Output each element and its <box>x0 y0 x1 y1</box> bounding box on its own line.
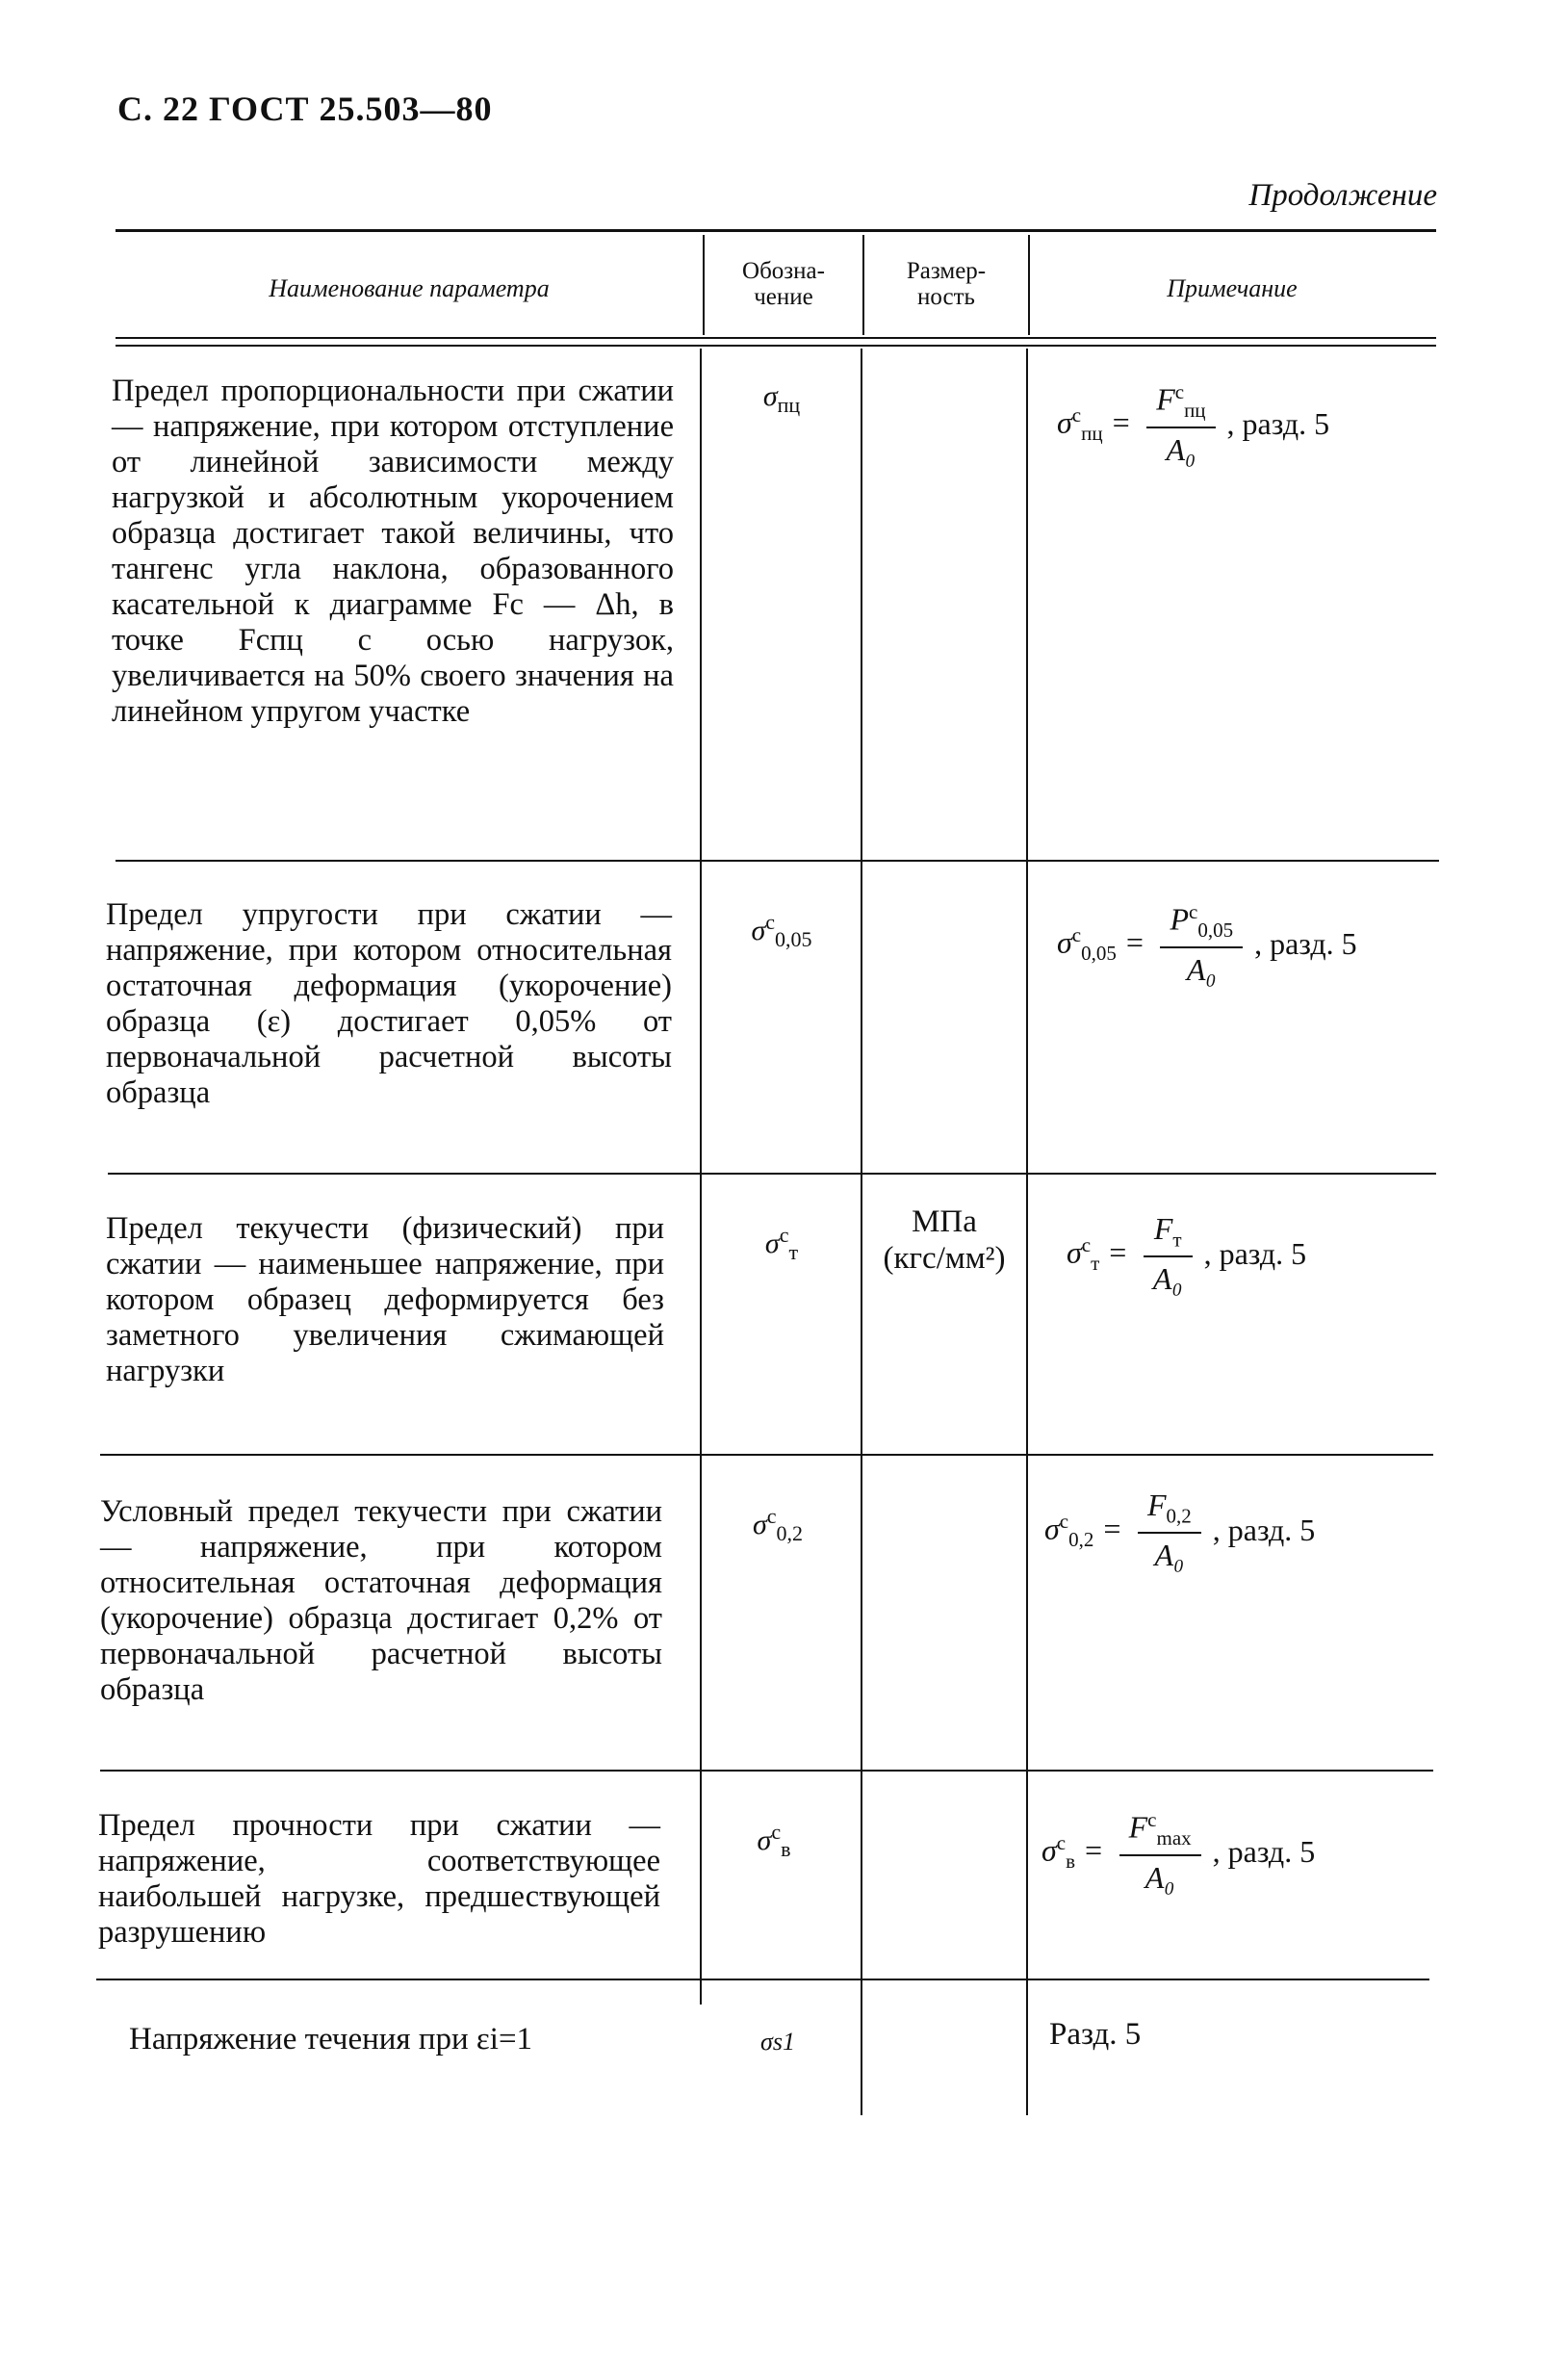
symbol-1: $\sigma_{пц}$ <box>762 380 801 417</box>
parameter-name-6: Напряжение течения при εi=1 <box>129 2022 533 2057</box>
column-header-name: Наименование параметра <box>269 274 550 302</box>
symbol-4: $\sigma^с_{0,2}$ <box>752 1504 804 1545</box>
column-header-note: Примечание <box>1167 274 1298 302</box>
page-header: С. 22 ГОСТ 25.503—80 <box>117 90 493 128</box>
formula-1: $\sigma^с_{пц}$ = $\frac{F^с_{пц}}{\text{A₀}}$ , разд. 5 <box>1057 380 1330 468</box>
body-divider-3 <box>1026 349 1028 2115</box>
formula-3: $\sigma^с_т$ = $\frac{F_т}{\text{A₀}}$ , разд. 5 <box>1067 1211 1307 1297</box>
row-separator <box>100 1770 1433 1772</box>
parameter-name-2: Предел упругости при сжатии — напряжение, при котором относительная остаточная деформация (укорочение) образца (ε) достигает 0,05% от первоначальной расчетной высоты образца <box>106 897 672 1110</box>
symbol-3: $\sigma^с_т$ <box>764 1223 799 1264</box>
column-header-symbol: Обозна- чение <box>742 258 825 310</box>
row-separator <box>100 1454 1433 1456</box>
row-separator <box>108 1173 1436 1175</box>
symbol-6: σs1 <box>760 2028 795 2056</box>
row-separator <box>96 1979 1429 1980</box>
continuation-label: Продолжение <box>1248 178 1437 213</box>
formula-5: $\sigma^с_в$ = $\frac{F^с_{max}}{\text{A₀}}$ , разд. 5 <box>1042 1808 1316 1896</box>
parameter-name-5: Предел прочности при сжатии — напряжение, соответствующее наибольшей нагрузке, предшествующей разрушению <box>98 1808 660 1950</box>
parameter-name-3: Предел текучести (физический) при сжатии — наименьшее напряжение, при котором образец деформируется без заметного увеличения сжимающей нагрузки <box>106 1211 664 1388</box>
parameter-name-4: Условный предел текучести при сжатии — напряжение, при котором относительная остаточная деформация (укорочение) образца достигает 0,2% от первоначальной расчетной высоты образца <box>100 1494 662 1707</box>
formula-4: $\sigma^с_{0,2}$ = $\frac{F_{0,2}}{\text{A₀}}$ , разд. 5 <box>1044 1488 1316 1573</box>
table-top-rule <box>116 229 1436 232</box>
unit-mpa: МПа (кгс/мм²) <box>883 1204 1006 1276</box>
symbol-2: $\sigma^с_{0,05}$ <box>751 910 812 951</box>
header-bottom-rule-2 <box>116 345 1436 347</box>
symbol-5: $\sigma^с_в$ <box>757 1820 791 1861</box>
parameter-name-1: Предел пропорциональности при сжатии — напряжение, при котором отступление от линейной зависимости между нагрузкой и абсолютным укорочением образца достигает такой величины, что тангенс угла наклона, образованного касательной к диаграмме Fс — Δh, в точке Fспц с осью нагрузок, увеличивается на 50% своего значения на линейном упругом участке <box>112 374 674 729</box>
row-separator <box>116 860 1439 862</box>
header-bottom-rule <box>116 337 1436 339</box>
body-divider-1 <box>700 349 702 2005</box>
formula-2: $\sigma^с_{0,05}$ = $\frac{P^с_{0,05}}{\text{A₀}}$ , разд. 5 <box>1057 900 1357 988</box>
note-6: Разд. 5 <box>1049 2017 1142 2052</box>
column-header-dimension: Размер- ность <box>906 258 987 310</box>
